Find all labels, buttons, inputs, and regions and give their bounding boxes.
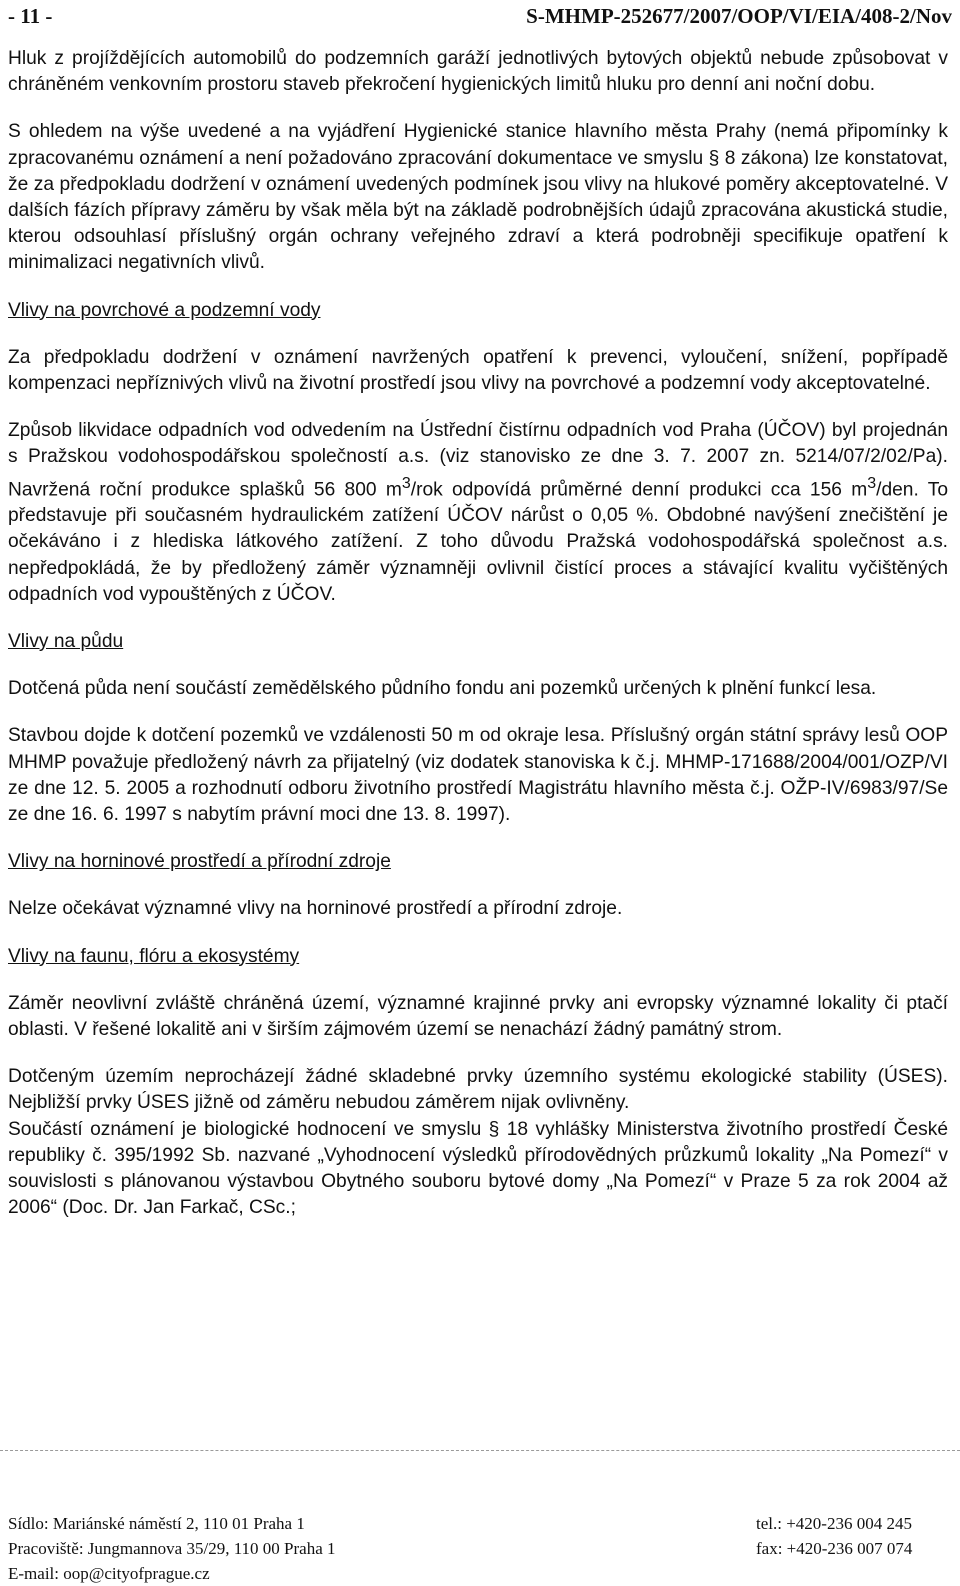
footer-address (8, 1511, 336, 1586)
footer-email: E-mail: oop@cityofprague.cz (8, 1564, 210, 1583)
heading-rock: Vlivy na horninové prostředí a přírodní zdroje (8, 851, 391, 873)
paragraph-uses: Dotčeným územím neprocházejí žádné skladebné prvky územního systému ekologické stability (ÚSES). Nejbližší prvky ÚSES jižně od záměru nebudou záměrem nijak ovlivněny. (8, 1066, 948, 1114)
paragraph-wastewater: Způsob likvidace odpadních vod odvedením na Ústřední čistírnu odpadních vod Praha (ÚČOV) byl projednán s Pražskou vodohospodářskou společností a.s. (viz stanovisko ze dne 3. 7. 2007 zn. 5214/07/2/02/Pa). Navržená roční produkce splašků 56 800 $m^3$/rok odpovídá průměrné denní produkci cca 156 $m^3$/den. To představuje při současném hydraulickém zatížení ÚČOV nárůst o 0,05 %. Obdobné navýšení znečištění je očekáváno i z hlediska látkového zatížení. Z toho důvodu Pražská vodohospodářská společnost a.s. nepředpokládá, že by předložený záměr významněji ovlivnil čistící proces a stávající kvalitu vyčištěných odpadních vod vypouštěných z ÚČOV. (8, 420, 948, 605)
paragraph-noise-conclusion: S ohledem na výše uvedené a na vyjádření Hygienické stanice hlavního města Prahy (nemá připomínky k zpracovanému oznámení a není požadováno zpracování dokumentace ve smyslu § 8 zákona) lze konstatovat, že za předpokladu dodržení v oznámení uvedených podmínek jsou vlivy na hlukové poměry akceptovatelné. V dalších fázích přípravy záměru by však měla být na základě podrobnějších údajů zpracována akustická studie, kterou odsouhlasí příslušný orgán ochrany veřejného zdraví a která podrobněji specifikuje opatření k minimalizaci negativních vlivů. (8, 121, 948, 274)
reference-number: S-MHMP-252677/2007/OOP/VI/EIA/408-2/Nov (526, 4, 952, 28)
paragraph-water-measures: Za předpokladu dodržení v oznámení navržených opatření k prevenci, vyloučení, snížení, popřípadě kompenzaci nepříznivých vlivů na životní prostředí jsou vlivy na povrchové a podzemní vody akceptovatelné. (8, 346, 948, 395)
footer-workplace: Pracoviště: Jungmannova 35/29, 110 00 Praha 1 (8, 1539, 336, 1558)
heading-fauna: Vlivy na faunu, flóru a ekosystémy (8, 945, 300, 967)
footer-seat: Sídlo: Mariánské náměstí 2, 110 01 Praha 1 (8, 1514, 305, 1533)
heading-soil: Vlivy na půdu (8, 631, 124, 653)
paragraph-rock: Nelze očekávat významné vlivy na horninové prostředí a přírodní zdroje. (8, 898, 623, 920)
heading-water: Vlivy na povrchové a podzemní vody (8, 299, 321, 321)
page-footer (0, 1450, 960, 1584)
footer-fax: fax: +420-236 007 074 (756, 1539, 913, 1558)
document-body (8, 46, 948, 1222)
footer-tel: tel.: +420-236 004 245 (756, 1514, 912, 1533)
paragraph-soil: Dotčená půda není součástí zemědělského půdního fondu ani pozemků určených k plnění funkcí lesa. (8, 678, 877, 700)
paragraph-biology: Součástí oznámení je biologické hodnocení ve smyslu § 18 vyhlášky Ministerstva životního prostředí České republiky č. 395/1992 Sb. nazvané „Vyhodnocení výsledků přírodovědných průzkumů lokality „Na Pomezí“ v souvislosti s plánovanou výstavbou Obytného souboru bytové domy „Na Pomezí“ v Praze 5 za rok 2004 až 2006“ (Doc. Dr. Jan Farkač, CSc.; (8, 1118, 948, 1219)
paragraph-protected-areas: Záměr neovlivní zvláště chráněná území, významné krajinné prvky ani evropsky významné lokality či ptačí oblasti. V řešené lokalitě ani v širším zájmovém území se nenachází žádný památný strom. (8, 992, 948, 1041)
page-number: - 11 - (8, 4, 53, 28)
superscript-cubic: 3 (867, 474, 877, 492)
superscript-cubic: 3 (401, 474, 411, 492)
paragraph-noise-traffic: Hluk z projíždějících automobilů do podzemních garáží jednotlivých bytových objektů nebude způsobovat v chráněném venkovním prostoru staveb překročení hygienických limitů hluku pro denní ani noční dobu. (8, 48, 948, 96)
paragraph-forest: Stavbou dojde k dotčení pozemků ve vzdálenosti 50 m od okraje lesa. Příslušný orgán státní správy lesů OOP MHMP považuje předložený návrh za přijatelný (viz dodatek stanoviska k č.j. MHMP-171688/2004/001/OZP/VI ze dne 12. 5. 2005 a rozhodnutí odboru životního prostředí Magistrátu hlavního města č.j. OŽP-IV/6983/97/Se ze dne 16. 6. 1997 s nabytím právní moci dne 13. 8. 1997). (8, 725, 948, 826)
page-header (8, 4, 952, 34)
footer-contacts (756, 1511, 912, 1561)
